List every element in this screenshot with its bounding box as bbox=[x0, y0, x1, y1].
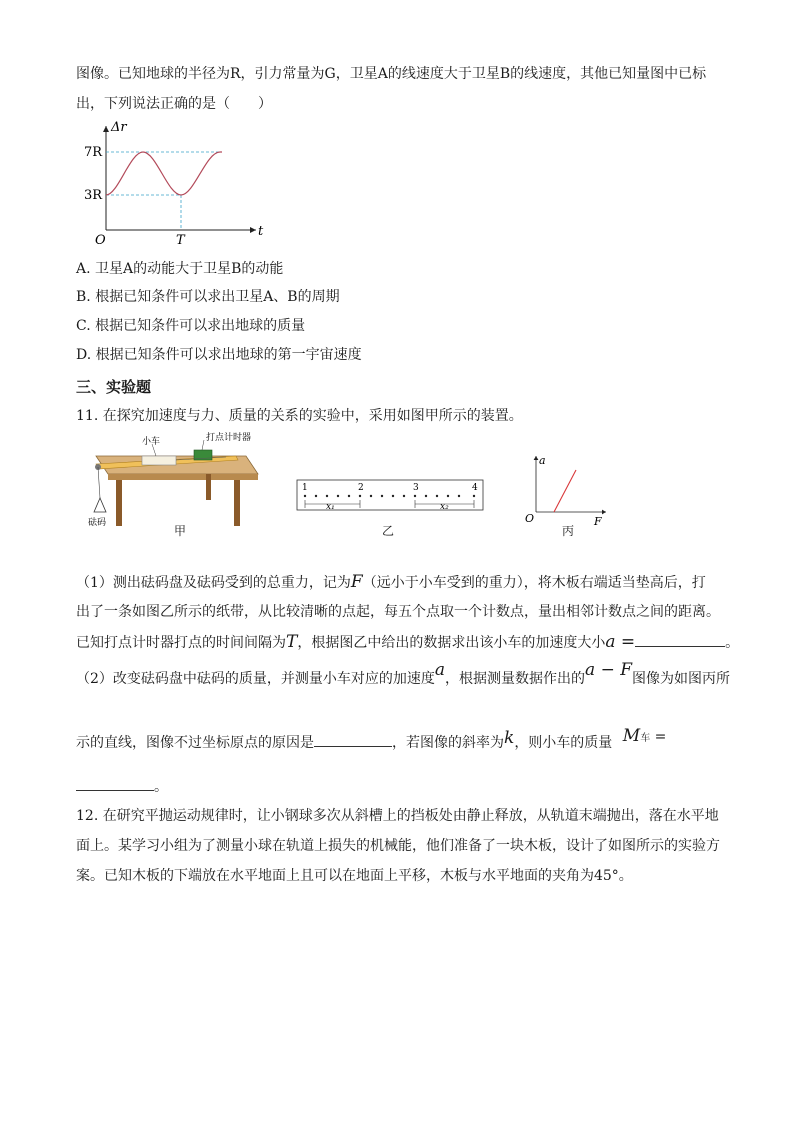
part2-text-a: （2）改变砝码盘中砝码的质量，并测量小车对应的加速度 bbox=[76, 671, 435, 687]
figure-jia bbox=[86, 430, 266, 540]
caption-jia: 甲 bbox=[174, 524, 187, 538]
weight-triangle bbox=[94, 498, 106, 512]
section-title: 三、实验题 bbox=[76, 378, 152, 396]
var-M-eq: = bbox=[654, 729, 667, 745]
figure-bing bbox=[520, 450, 620, 538]
part2-line2-b: ，若图像的斜率为 bbox=[392, 735, 504, 751]
bing-origin: O bbox=[525, 512, 535, 525]
answer-blank-a[interactable] bbox=[635, 632, 725, 647]
q11-part1-line3 bbox=[76, 632, 739, 653]
part1-end: 。 bbox=[725, 635, 740, 651]
part1-line3-b: ，根据图乙中给出的数据求出该小车的加速度大小 bbox=[297, 635, 606, 651]
var-M-sub: 车 bbox=[640, 733, 651, 744]
q11-part2-line2 bbox=[76, 726, 667, 755]
q11-part1-line2: 出了一条如图乙所示的纸带，从比较清晰的点起，每五个点取一个计数点，量出相邻计数点之间的距离。 bbox=[76, 604, 720, 620]
q12-line3: 案。已知木板的下端放在水平地面上且可以在地面上平移，木板与水平地面的夹角为45°。 bbox=[76, 868, 633, 884]
car-block bbox=[142, 456, 176, 465]
weight-label: 砝码 bbox=[88, 518, 107, 528]
point-1: 1 bbox=[302, 483, 308, 493]
part2-line2-c: ，则小车的质量 bbox=[514, 735, 613, 751]
tape-strip bbox=[297, 480, 483, 510]
car-label: 小车 bbox=[142, 437, 161, 447]
part1-text-b: （远小于小车受到的重力），将木板右端适当垫高后，打 bbox=[362, 575, 706, 591]
point-4: 4 bbox=[472, 483, 478, 493]
part2-end: 。 bbox=[154, 779, 168, 795]
q12-line2: 面上。某学习小组为了测量小球在轨道上损失的机械能，他们准备了一块木板，设计了如图所示的实验方 bbox=[76, 838, 720, 854]
caption-yi: 乙 bbox=[382, 524, 395, 538]
y-axis-label: Δr bbox=[111, 120, 127, 135]
var-T: T bbox=[286, 632, 298, 652]
timer-label: 打点计时器 bbox=[206, 433, 252, 443]
option-b: B. 根据已知条件可以求出卫星A、B的周期 bbox=[76, 289, 340, 305]
q11-intro: 11. 在探究加速度与力、质量的关系的实验中，采用如图甲所示的装置。 bbox=[76, 408, 523, 424]
tick-t: T bbox=[176, 233, 185, 248]
part2-text-c: 图像为如图丙所 bbox=[632, 671, 731, 687]
q10-line2: 出，下列说法正确的是（ ） bbox=[76, 96, 272, 112]
answer-blank-reason[interactable] bbox=[314, 732, 392, 747]
part2-text-b: ，根据测量数据作出的 bbox=[445, 671, 586, 687]
var-a-eq: a = bbox=[605, 632, 636, 652]
origin-label: O bbox=[95, 233, 106, 248]
var-a-F: a − F bbox=[585, 660, 633, 680]
part2-line2-a: 示的直线，图像不过坐标原点的原因是 bbox=[76, 735, 314, 751]
part1-line3-a: 已知打点计时器打点的时间间隔为 bbox=[76, 635, 286, 651]
af-line bbox=[554, 470, 576, 512]
tick-7r: 7R bbox=[84, 145, 103, 160]
var-a: a bbox=[434, 660, 446, 680]
delta-r-graph bbox=[78, 118, 268, 248]
bing-y-label: a bbox=[539, 454, 546, 467]
option-a: A. 卫星A的动能大于卫星B的动能 bbox=[76, 261, 284, 277]
q11-part1-line1 bbox=[76, 572, 706, 593]
q11-part2-line3 bbox=[76, 776, 168, 797]
tick-3r: 3R bbox=[84, 188, 103, 203]
label-x2: x₂ bbox=[440, 502, 449, 512]
figure-yi bbox=[296, 478, 486, 538]
q10-line1: 图像。已知地球的半径为R，引力常量为G，卫星A的线速度大于卫星B的线速度，其他已知量图中已标 bbox=[76, 66, 707, 82]
bing-x-label: F bbox=[594, 515, 602, 528]
part1-text-a: （1）测出砝码盘及砝码受到的总重力，记为 bbox=[76, 575, 351, 591]
var-F: F bbox=[350, 572, 363, 592]
q12-line1: 12. 在研究平抛运动规律时，让小钢球多次从斜槽上的挡板处由静止释放，从轨道末端抛出，落在水平地 bbox=[76, 808, 719, 824]
q11-part2-line1 bbox=[76, 660, 731, 689]
x-axis-label: t bbox=[258, 224, 264, 239]
caption-bing: 丙 bbox=[562, 524, 575, 538]
point-2: 2 bbox=[358, 483, 364, 493]
answer-blank-mass[interactable] bbox=[76, 776, 154, 791]
delta-r-curve bbox=[106, 152, 222, 195]
option-d: D. 根据已知条件可以求出地球的第一宇宙速度 bbox=[76, 347, 362, 363]
label-x1: x₁ bbox=[326, 502, 335, 512]
var-M-letter: M bbox=[622, 726, 641, 746]
var-k: k bbox=[504, 728, 515, 748]
option-c: C. 根据已知条件可以求出地球的质量 bbox=[76, 318, 306, 334]
point-3: 3 bbox=[413, 483, 419, 493]
var-M bbox=[623, 726, 650, 746]
